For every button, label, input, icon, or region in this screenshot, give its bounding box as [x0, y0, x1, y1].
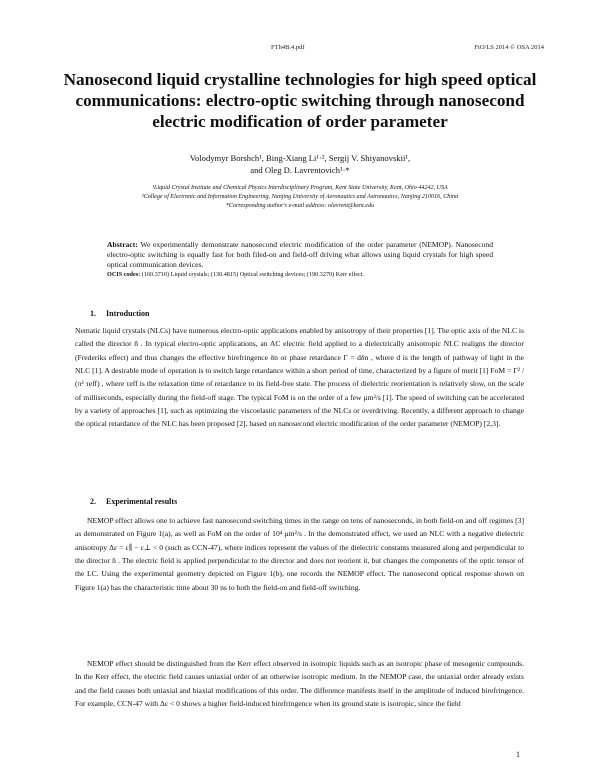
corresponding-author: *Corresponding author's e-mail address: olavrent@kent.edu: [225, 203, 375, 209]
abstract: [107, 240, 493, 280]
author-line-2: and Oleg D. Lavrentovich¹·*: [250, 165, 350, 175]
section-number: 2.: [90, 497, 96, 506]
introduction-paragraph: Nematic liquid crystals (NLCs) have numerous electro-optic applications enabled by anisotropy of their properties [1]. The optic axis of the NLC is called the director n̂ . In typical electro-optic applications, an AC electric field applied to a dielectrically anisotropic NLC realigns the director (Frederiks effect) and thus changes the effective birefringence δn or phase retardance Γ = dδn , where d is the length of pathway of light in the NLC [1]. A desirable mode of operation is to switch large retardance within a short period of time, characterized by a figure of merit [1] FoM = Γ² / (π² τeff) , where τeff is the relaxation time of retardance to its field-free state. The process of dielectric reorientation is relatively slow, on the scale of milliseconds, especially during the field-off stage. The typical FoM is on the order of a few μm²/s [1]. The speed of switching can be accelerated by a variety of approaches [1], such as optimizing the viscoelastic parameters of the NLCs or overdriving. Recently, a different approach to change the optical retardance of the NLC has been proposed [2], based on nanosecond electric modification of the order parameter (NEMOP) [2,3].: [75, 326, 524, 429]
affiliations: [40, 184, 560, 211]
abstract-text: We experimentally demonstrate nanosecond electric modification of the order parameter (NEMOP). Nanosecond electro-optic switching is equally fast for both filed-on and field-off driving what allows using liquid crystals for high speed optical communication devices.: [107, 240, 493, 269]
results-paragraph-2: NEMOP effect should be distinguished from the Kerr effect observed in isotropic liquids such as an isotropic phase of mesogenic compounds. In the Kerr effect, the electric field causes uniaxial order of an otherwise isotropic medium. In the NEMOP case, the uniaxial order already exists and the field causes both uniaxial and biaxial modifications of this order. The difference manifests itself in the amplitude of induced birefringence. For example, CCN-47 with Δε < 0 shows a higher field-induced birefringence when its ground state is isotropic, since the field: [75, 659, 524, 709]
ocis-label: OCIS codes:: [107, 271, 141, 278]
affiliation-2: ²College of Electronic and Information Engineering, Nanjing University of Aeronautics and Astronautics, Nanjing 210016, China: [141, 194, 459, 200]
author-line-1: Volodymyr Borshch¹, Bing-Xiang Li¹·², Sergij V. Shiyanovskii¹,: [189, 153, 411, 163]
section-title: Introduction: [106, 309, 150, 318]
abstract-label: Abstract:: [107, 240, 138, 249]
paper-title: Nanosecond liquid crystalline technologies for high speed optical communications: electro-optic switching through nanosecond electric modification of order parameter: [63, 70, 537, 131]
section-number: 1.: [90, 309, 96, 318]
author-list: [60, 152, 540, 176]
affiliation-1: ¹Liquid Crystal Institute and Chemical Physics Interdisciplinary Program, Kent State University, Kent, Ohio 44242, USA: [152, 185, 448, 191]
ocis-text: (160.3710) Liquid crystals; (130.4815) Optical switching devices; (190.3270) Kerr effect.: [141, 271, 365, 278]
section-title: Experimental results: [106, 497, 178, 506]
page-number: 1: [516, 750, 520, 759]
section-heading-2: [72, 497, 177, 506]
header-conference: FiO/LS 2014 © OSA 2014: [474, 44, 544, 51]
header-paper-id: FTh4B.4.pdf: [271, 44, 305, 51]
section-heading-1: [72, 309, 149, 318]
ocis-codes: [107, 270, 493, 280]
results-paragraph-1: NEMOP effect allows one to achieve fast nanosecond switching times in the range on tens of nanoseconds, in both field-on and off regimes [3] as demonstrated on Figure 1(a), as well as FoM on the order of 10⁴ μm²/s . In the demonstrated effect, we used an NLC with a negative dielectric anisotropy Δε = ε∥ − ε⊥ < 0 (such as CCN-47), where indices represent the values of the dielectric constants measured along and perpendicular to the director n̂ . The electric field is applied perpendicular to the director and does not reorient it, but changes the components of the optic tensor of the LC. Using the experimental geometry depicted on Figure 1(b), one records the NEMOP effect. The nanosecond optical response shown on Figure 1(a) has the characteristic time about 30 ns to both the field-on and field-off switching.: [75, 516, 524, 592]
